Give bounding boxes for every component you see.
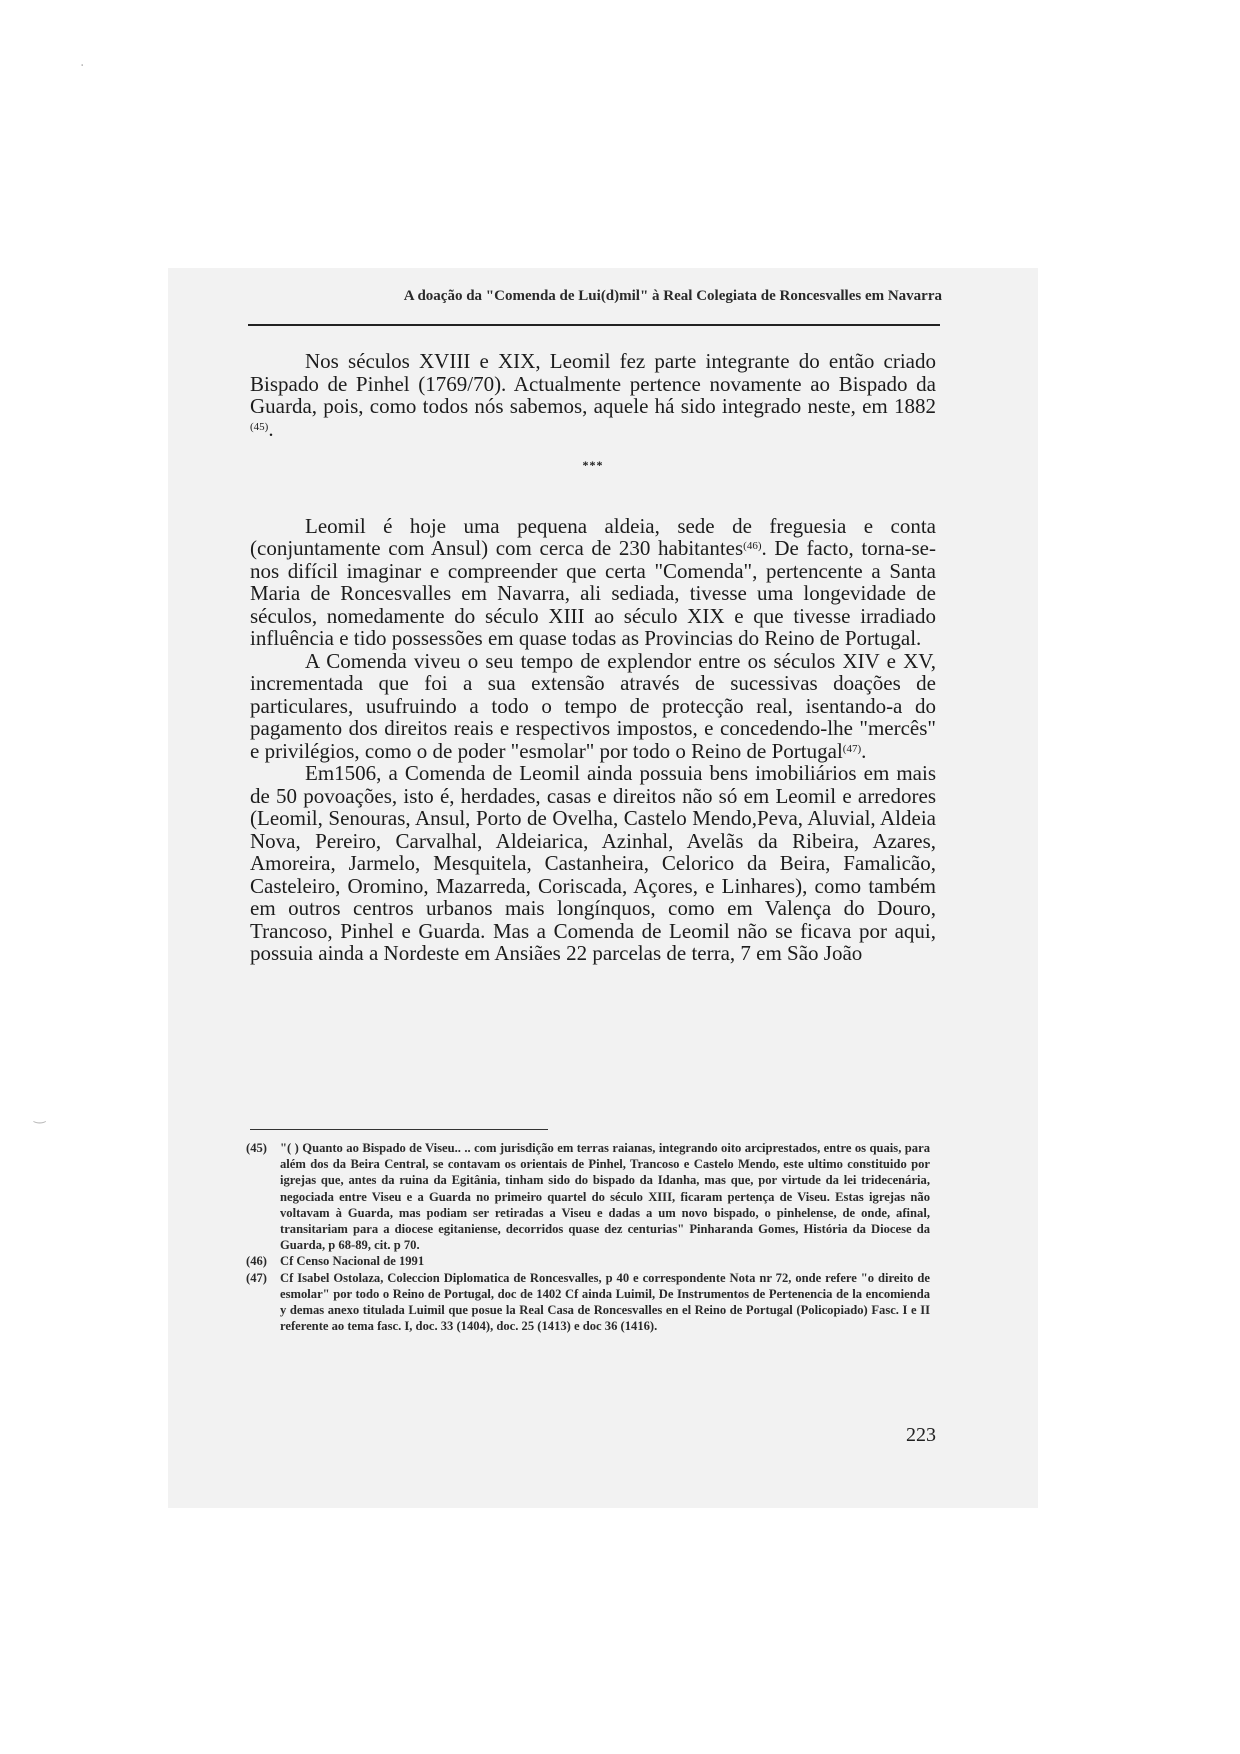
margin-mark: · [80,58,85,74]
footnote-text: Cf Censo Nacional de 1991 [280,1254,425,1269]
footnotes [246,1140,930,1334]
margin-mark: ‿ [34,1108,46,1124]
page-number: 223 [906,1424,936,1446]
running-head: A doação da "Comenda de Lui(d)mil" à Real Colegiata de Roncesvalles em Navarra [403,288,942,304]
footnote [246,1253,930,1269]
paragraph: Nos séculos XVIII e XIX, Leomil fez parte integrante do então criado Bispado de Pinhel (1769/70). Actualmente pertence novamente ao Bispado da Guarda, pois, como todos nós sabemos, aquele há sido integrado neste, em 1882 $^{(45)}$. [250,349,936,441]
footnote-number: (47) [246,1270,267,1285]
footnote-text: "( ) Quanto ao Bispado de Viseu.. .. com jurisdição em terras raianas, integrando oito arciprestados, entre os quais, para além dos da Beira Central, se contavam os orientais de Pinhel, Trancoso e Castelo Mendo, este ultimo constituido por igrejas que, antes da ruina da Egitânia, tinham sido do bispado da Idanha, mas que, por virtude da lei tridecenária, negociada entre Viseu e a Guarda no primeiro quartel do século XIII, ficaram pertença de Viseu. Estas igrejas não voltavam à Guarda, mas podiam ser retiradas a Viseu e dadas a um novo bispado, o pinhelense, de onde, afinal, transitariam para a diocese egitaniense, decorridos quase dez centurias" Pinharanda Gomes, História da Diocese da Guarda, p 68-89, cit. p 70. [280,1141,930,1253]
footnote-number: (46) [246,1254,267,1269]
paragraph: A Comenda viveu o seu tempo de explendor entre os séculos XIV e XV, incrementada que foi a sua extensão através de sucessivas doações de particulares, usufruindo a todo o tempo de protecção real, isentando-a do pagamento dos direitos reais e respectivos impostos, e concedendo-lhe "mercês" e privilégios, como o de poder "esmolar" por todo o Reino de Portugal$^{(47)}$. [250,648,936,763]
header-rule [248,324,940,326]
paragraph: Leomil é hoje uma pequena aldeia, sede de freguesia e conta (conjuntamente com Ansul) com cerca de 230 habitantes$^{(46)}$. De facto, torna-se-nos difícil imaginar e compreender que certa "Comenda", pertencente a Santa Maria de Roncesvalles em Navarra, ali sediada, tivesse uma longevidade de séculos, nomedamente do século XIII ao século XIX e que tivesse irradiado influência e tido possessões em quase todas as Provincias do Reino de Portugal. [250,513,936,650]
footnote [246,1270,930,1335]
footnote-ref[interactable]: (45) [250,420,269,433]
section-separator: *** [582,458,604,472]
body-text [250,350,936,965]
footnote-rule [250,1129,548,1130]
footnote-ref[interactable]: (46) [743,540,762,552]
footnote-ref[interactable]: (47) [842,742,862,755]
footnote-number: (45) [246,1141,267,1155]
paragraph: Em1506, a Comenda de Leomil ainda possuia bens imobiliários em mais de 50 povoações, isto é, herdades, casas e direitos não só em Leomil e arredores (Leomil, Senouras, Ansul, Porto de Ovelha, Castelo Mendo,Peva, Aluvial, Aldeia Nova, Pereiro, Carvalhal, Aldeiarica, Azinhal, Avelãs da Ribeira, Azares, Amoreira, Jarmelo, Mesquitela, Castanheira, Celorico da Beira, Famalicão, Casteleiro, Oromino, Mazarreda, Coriscada, Açores, e Linhares), como também em outros centros urbanos mais longínquos, como em Valença do Douro, Trancoso, Pinhel e Guarda. Mas a Comenda de Leomil não se ficava por aqui, possuia ainda a Nordeste em Ansiães 22 parcelas de terra, 7 em São João [250,761,936,965]
footnote-text: Cf Isabel Ostolaza, Coleccion Diplomatica de Roncesvalles, p 40 e correspondente Nota nr 72, onde refere "o direito de esmolar" por todo o Reino de Portugal, doc de 1402 Cf ainda Luimil, De Instrumentos de Pertenencia de la encomienda y demas anexo titulada Luimil que posue la Real Casa de Roncesvalles en el Reino de Portugal (Policopiado) Fasc. I e II referente ao tema fasc. I, doc. 33 (1404), doc. 25 (1413) e doc 36 (1416). [280,1270,930,1334]
footnote [246,1140,930,1253]
